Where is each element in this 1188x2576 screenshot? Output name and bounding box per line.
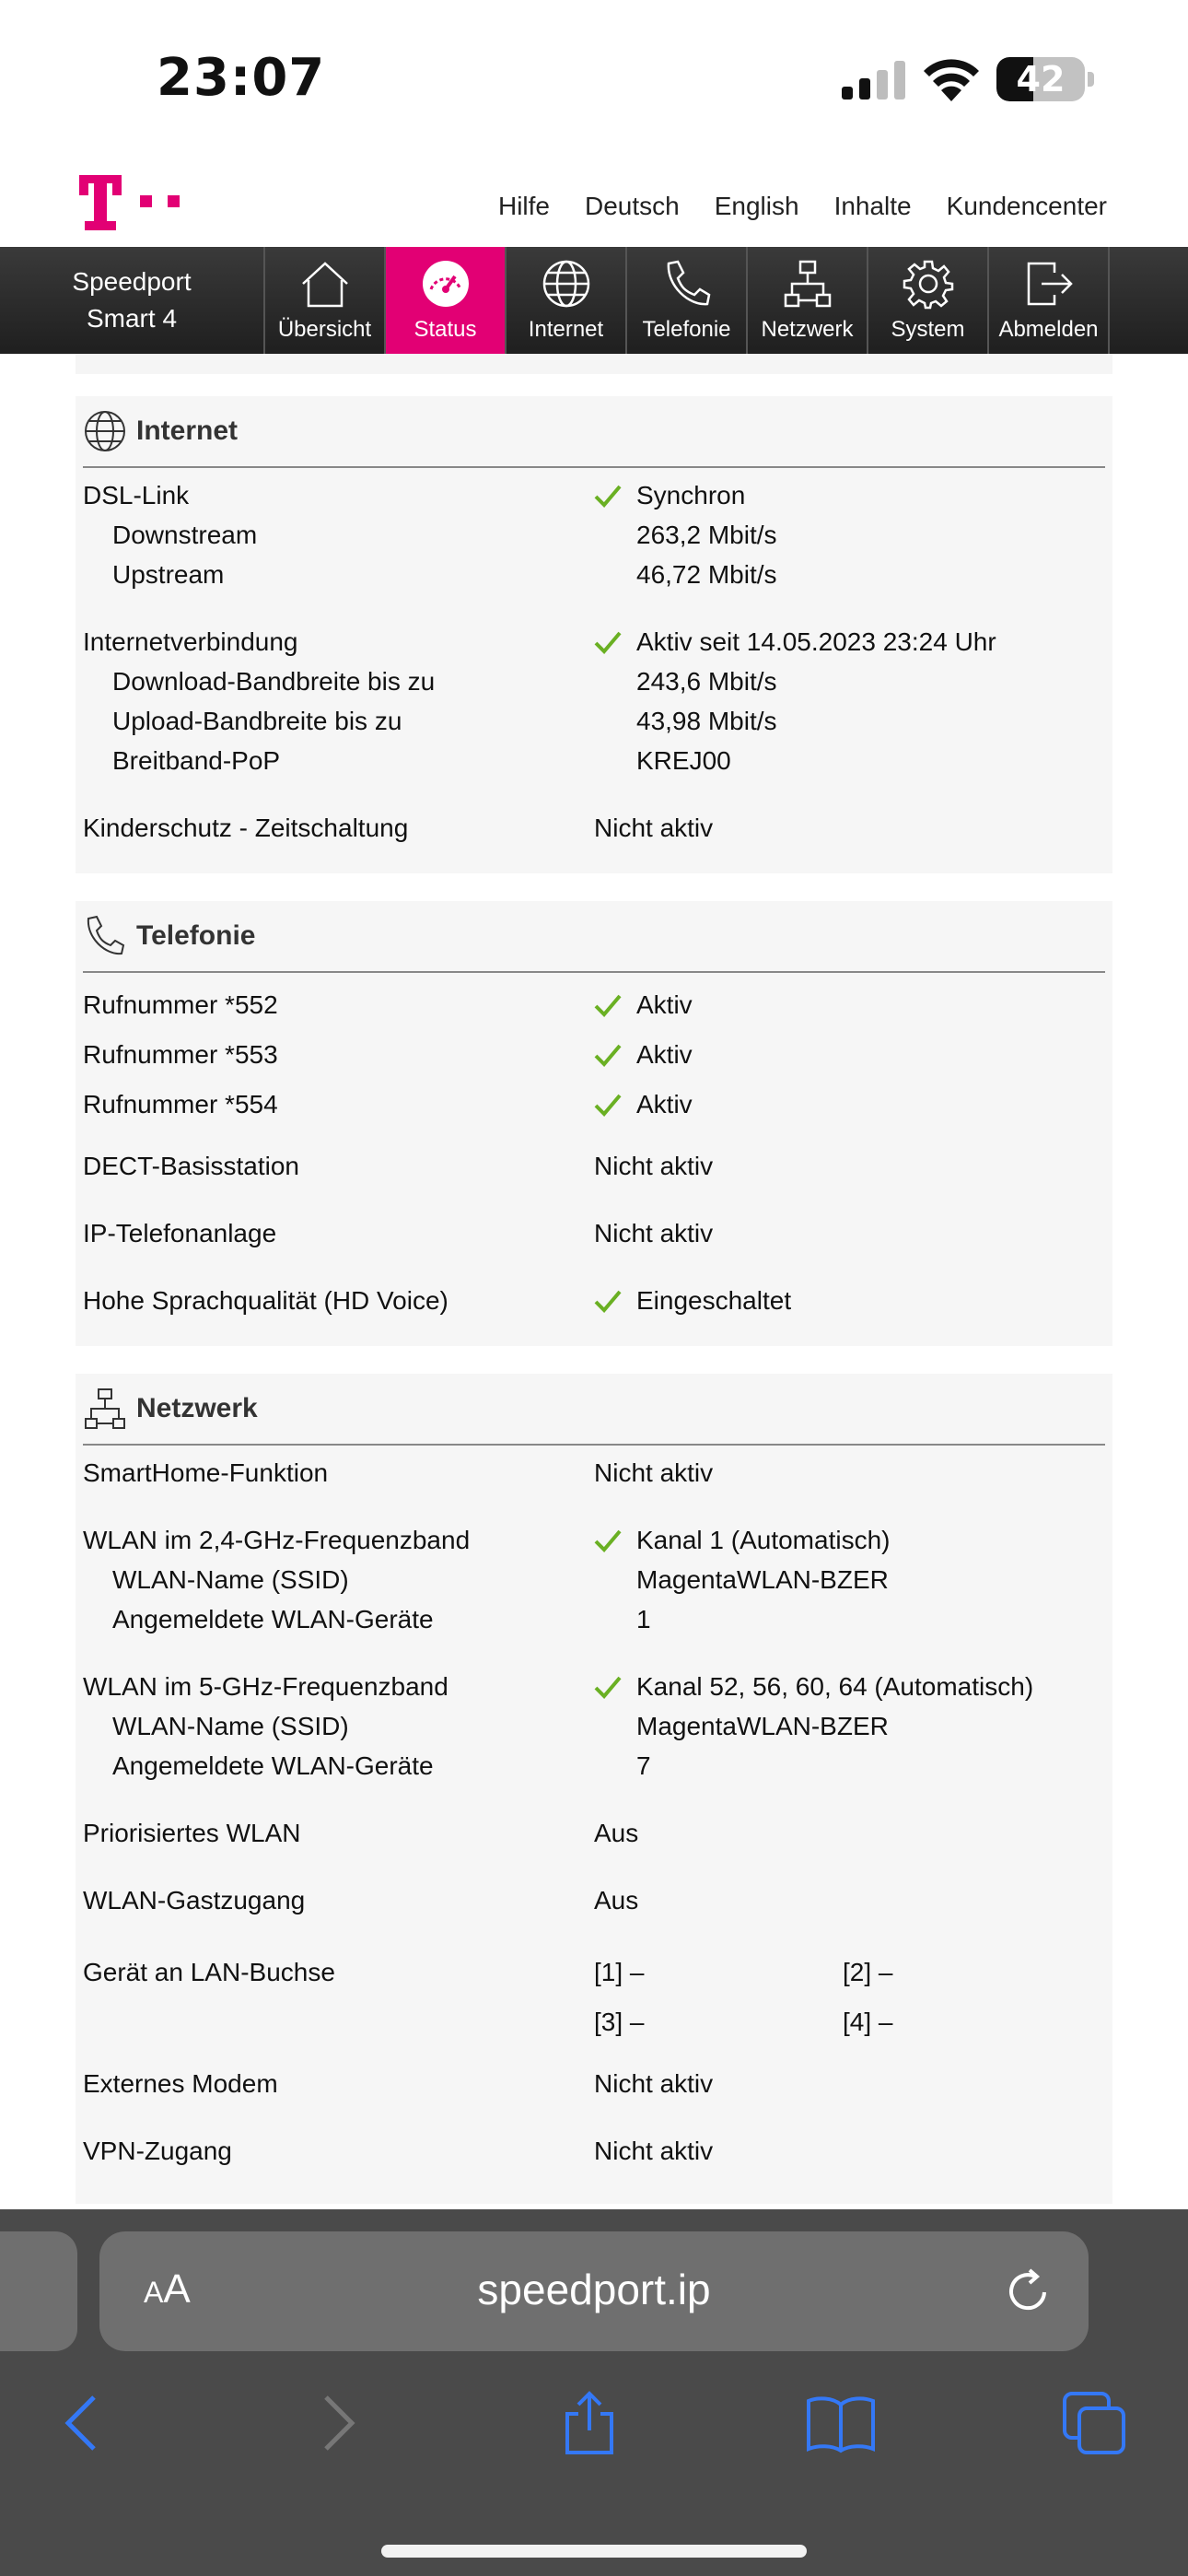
row-value: Nicht aktiv: [594, 2137, 714, 2165]
aa-small: A: [144, 2276, 164, 2309]
network-icon: [782, 258, 833, 310]
section-header: [83, 901, 1105, 973]
gear-icon: [903, 258, 954, 310]
row-value: 1: [636, 1605, 651, 1633]
row-downstream: [83, 515, 1105, 555]
tab-abmelden[interactable]: [989, 247, 1110, 354]
link-kundencenter[interactable]: Kundencenter: [946, 192, 1107, 220]
row-label: WLAN-Name (SSID): [112, 1565, 349, 1594]
row-label: Upload-Bandbreite bis zu: [112, 707, 402, 735]
row-ip-telefonanlage: [83, 1213, 1105, 1253]
previous-tab-preview[interactable]: [0, 2231, 77, 2351]
row-label: WLAN im 2,4-GHz-Frequenzband: [83, 1526, 471, 1554]
row-devices-24: [83, 1599, 1105, 1639]
row-upload-bandbreite: [83, 701, 1105, 741]
tab-netzwerk[interactable]: [748, 247, 868, 354]
url-text: speedport.ip: [477, 2266, 711, 2313]
tab-system[interactable]: [868, 247, 989, 354]
device-name: [0, 247, 265, 354]
row-label: WLAN-Gastzugang: [83, 1886, 306, 1914]
section-telefonie: [76, 901, 1112, 1346]
globe-icon: [541, 258, 592, 310]
row-gastzugang: [83, 1880, 1105, 1920]
row-value: 263,2 Mbit/s: [636, 521, 777, 549]
row-dsl-link: [83, 475, 1105, 515]
row-value: Nicht aktiv: [594, 1219, 714, 1247]
tab-label: Internet: [528, 317, 604, 342]
link-english[interactable]: English: [714, 192, 799, 220]
row-label: Kinderschutz - Zeitschaltung: [83, 814, 409, 842]
checkmark-icon: [594, 1093, 636, 1117]
row-wlan-5: [83, 1667, 1105, 1706]
phone-icon: [83, 914, 127, 958]
link-deutsch[interactable]: Deutsch: [585, 192, 680, 220]
ios-status-bar: [0, 0, 1188, 157]
tab-label: System: [891, 317, 965, 342]
row-label: WLAN-Name (SSID): [112, 1712, 349, 1740]
row-label: Rufnummer *554: [83, 1090, 278, 1118]
row-value: Aus: [594, 1886, 639, 1914]
row-label: Internetverbindung: [83, 627, 298, 656]
status-time: 23:07: [157, 48, 326, 108]
section-header: [83, 1374, 1105, 1446]
tabs-icon[interactable]: [1061, 2390, 1127, 2456]
tab-label: Netzwerk: [761, 317, 854, 342]
reload-icon[interactable]: [1002, 2265, 1055, 2318]
checkmark-icon: [594, 1043, 636, 1067]
tab-label: Telefonie: [642, 317, 731, 342]
row-label: Download-Bandbreite bis zu: [112, 667, 436, 696]
tab-uebersicht[interactable]: [265, 247, 386, 354]
network-icon: [83, 1387, 127, 1431]
row-value: KREJ00: [636, 746, 731, 775]
tab-internet[interactable]: [507, 247, 627, 354]
telekom-logo[interactable]: [79, 175, 199, 230]
row-download-bandbreite: [83, 662, 1105, 701]
row-value: Kanal 1 (Automatisch): [636, 1526, 891, 1554]
section-internet: [76, 396, 1112, 873]
row-label: WLAN im 5-GHz-Frequenzband: [83, 1672, 448, 1701]
lan-port-2: [2] –: [843, 1958, 893, 1986]
row-value: Kanal 52, 56, 60, 64 (Automatisch): [636, 1672, 1034, 1701]
row-smarthome: [83, 1453, 1105, 1493]
section-title: Internet: [136, 416, 239, 446]
safari-bottom-bar: [0, 2209, 1188, 2576]
section-title: Netzwerk: [136, 1393, 258, 1423]
row-label: IP-Telefonanlage: [83, 1219, 277, 1247]
row-label: Hohe Sprachqualität (HD Voice): [83, 1286, 448, 1315]
row-internetverbindung: [83, 622, 1105, 662]
row-label: Rufnummer *552: [83, 990, 278, 1019]
battery-icon: [996, 57, 1085, 101]
lan-port-3: [3] –: [594, 2008, 645, 2036]
row-upstream: [83, 555, 1105, 594]
battery-percent: 42: [1016, 59, 1066, 100]
row-label: Downstream: [112, 521, 258, 549]
aa-large: A: [163, 2266, 191, 2312]
row-value: Aktiv seit 14.05.2023 23:24 Uhr: [636, 627, 996, 656]
row-value: Synchron: [636, 481, 746, 509]
row-value: Aktiv: [636, 990, 693, 1019]
row-ssid-5: [83, 1706, 1105, 1746]
bookmarks-icon[interactable]: [805, 2390, 877, 2456]
row-vpn: [83, 2131, 1105, 2171]
row-priorisiertes-wlan: [83, 1813, 1105, 1853]
globe-icon: [83, 409, 127, 453]
row-value: Aktiv: [636, 1090, 693, 1118]
row-rufnummer-553: [83, 1030, 1105, 1080]
phone-icon: [661, 258, 713, 310]
checkmark-icon: [594, 1528, 636, 1552]
link-inhalte[interactable]: Inhalte: [833, 192, 912, 220]
row-hd-voice: [83, 1281, 1105, 1320]
address-bar[interactable]: [99, 2231, 1089, 2351]
row-value: Aktiv: [636, 1040, 693, 1069]
row-label: Breitband-PoP: [112, 746, 281, 775]
top-links: [498, 192, 1107, 221]
tab-telefonie[interactable]: [627, 247, 748, 354]
checkmark-icon: [594, 630, 636, 654]
lan-ports-row2: [594, 1997, 1091, 2047]
tab-label: Status: [413, 317, 477, 342]
link-hilfe[interactable]: Hilfe: [497, 192, 550, 220]
main-nav: [0, 247, 1188, 354]
row-value: 7: [636, 1751, 651, 1780]
back-icon[interactable]: [61, 2390, 101, 2456]
tab-status[interactable]: [386, 247, 507, 354]
forward-icon[interactable]: [319, 2390, 359, 2456]
section-netzwerk: [76, 1374, 1112, 2204]
lan-port-1: [1] –: [594, 1958, 645, 1986]
checkmark-icon: [594, 993, 636, 1017]
row-value: Eingeschaltet: [636, 1286, 792, 1315]
row-label: DECT-Basisstation: [83, 1152, 299, 1180]
row-label: Rufnummer *553: [83, 1040, 278, 1069]
cellular-signal-icon: [842, 61, 906, 100]
row-value: MagentaWLAN-BZER: [636, 1565, 889, 1594]
row-ssid-24: [83, 1560, 1105, 1599]
row-label: Externes Modem: [83, 2069, 278, 2098]
wifi-icon: [921, 55, 982, 101]
status-content: [76, 354, 1112, 2231]
row-label: VPN-Zugang: [83, 2137, 232, 2165]
row-rufnummer-552: [83, 980, 1105, 1030]
device-name-line1: Speedport: [72, 267, 192, 296]
row-value: MagentaWLAN-BZER: [636, 1712, 889, 1740]
row-value: Nicht aktiv: [594, 814, 714, 842]
share-icon[interactable]: [556, 2390, 623, 2456]
section-title: Telefonie: [136, 920, 256, 951]
row-label: Upstream: [112, 560, 225, 589]
row-devices-5: [83, 1746, 1105, 1786]
tab-label: Abmelden: [998, 317, 1099, 342]
row-label: SmartHome-Funktion: [83, 1458, 329, 1487]
logout-icon: [1023, 258, 1075, 310]
row-rufnummer-554: [83, 1080, 1105, 1130]
row-value: Nicht aktiv: [594, 1152, 714, 1180]
content-top-strip: [76, 354, 1112, 374]
row-dect: [83, 1146, 1105, 1186]
row-label: Angemeldete WLAN-Geräte: [112, 1751, 434, 1780]
row-value: Aus: [594, 1819, 639, 1847]
row-lan-buchse: [83, 1948, 1105, 2047]
device-name-line2: Smart 4: [86, 304, 178, 333]
row-externes-modem: [83, 2064, 1105, 2103]
row-label: Angemeldete WLAN-Geräte: [112, 1605, 434, 1633]
battery-tip: [1088, 72, 1094, 87]
row-label: DSL-Link: [83, 481, 190, 509]
row-value: 243,6 Mbit/s: [636, 667, 777, 696]
lan-ports-row1: [594, 1948, 1091, 1997]
section-header: [83, 396, 1105, 468]
row-wlan-24: [83, 1520, 1105, 1560]
gauge-icon: [420, 258, 472, 310]
checkmark-icon: [594, 484, 636, 508]
row-value: Nicht aktiv: [594, 2069, 714, 2098]
row-kinderschutz: [83, 808, 1105, 848]
row-value: Nicht aktiv: [594, 1458, 714, 1487]
tab-label: Übersicht: [277, 317, 372, 342]
row-breitband-pop: [83, 741, 1105, 780]
row-label: Gerät an LAN-Buchse: [83, 1958, 335, 1986]
home-icon: [299, 258, 351, 310]
lan-port-4: [4] –: [843, 2008, 893, 2036]
checkmark-icon: [594, 1289, 636, 1313]
home-indicator: [381, 2545, 807, 2558]
checkmark-icon: [594, 1675, 636, 1699]
row-value: 43,98 Mbit/s: [636, 707, 777, 735]
row-label: Priorisiertes WLAN: [83, 1819, 301, 1847]
row-value: 46,72 Mbit/s: [636, 560, 777, 589]
